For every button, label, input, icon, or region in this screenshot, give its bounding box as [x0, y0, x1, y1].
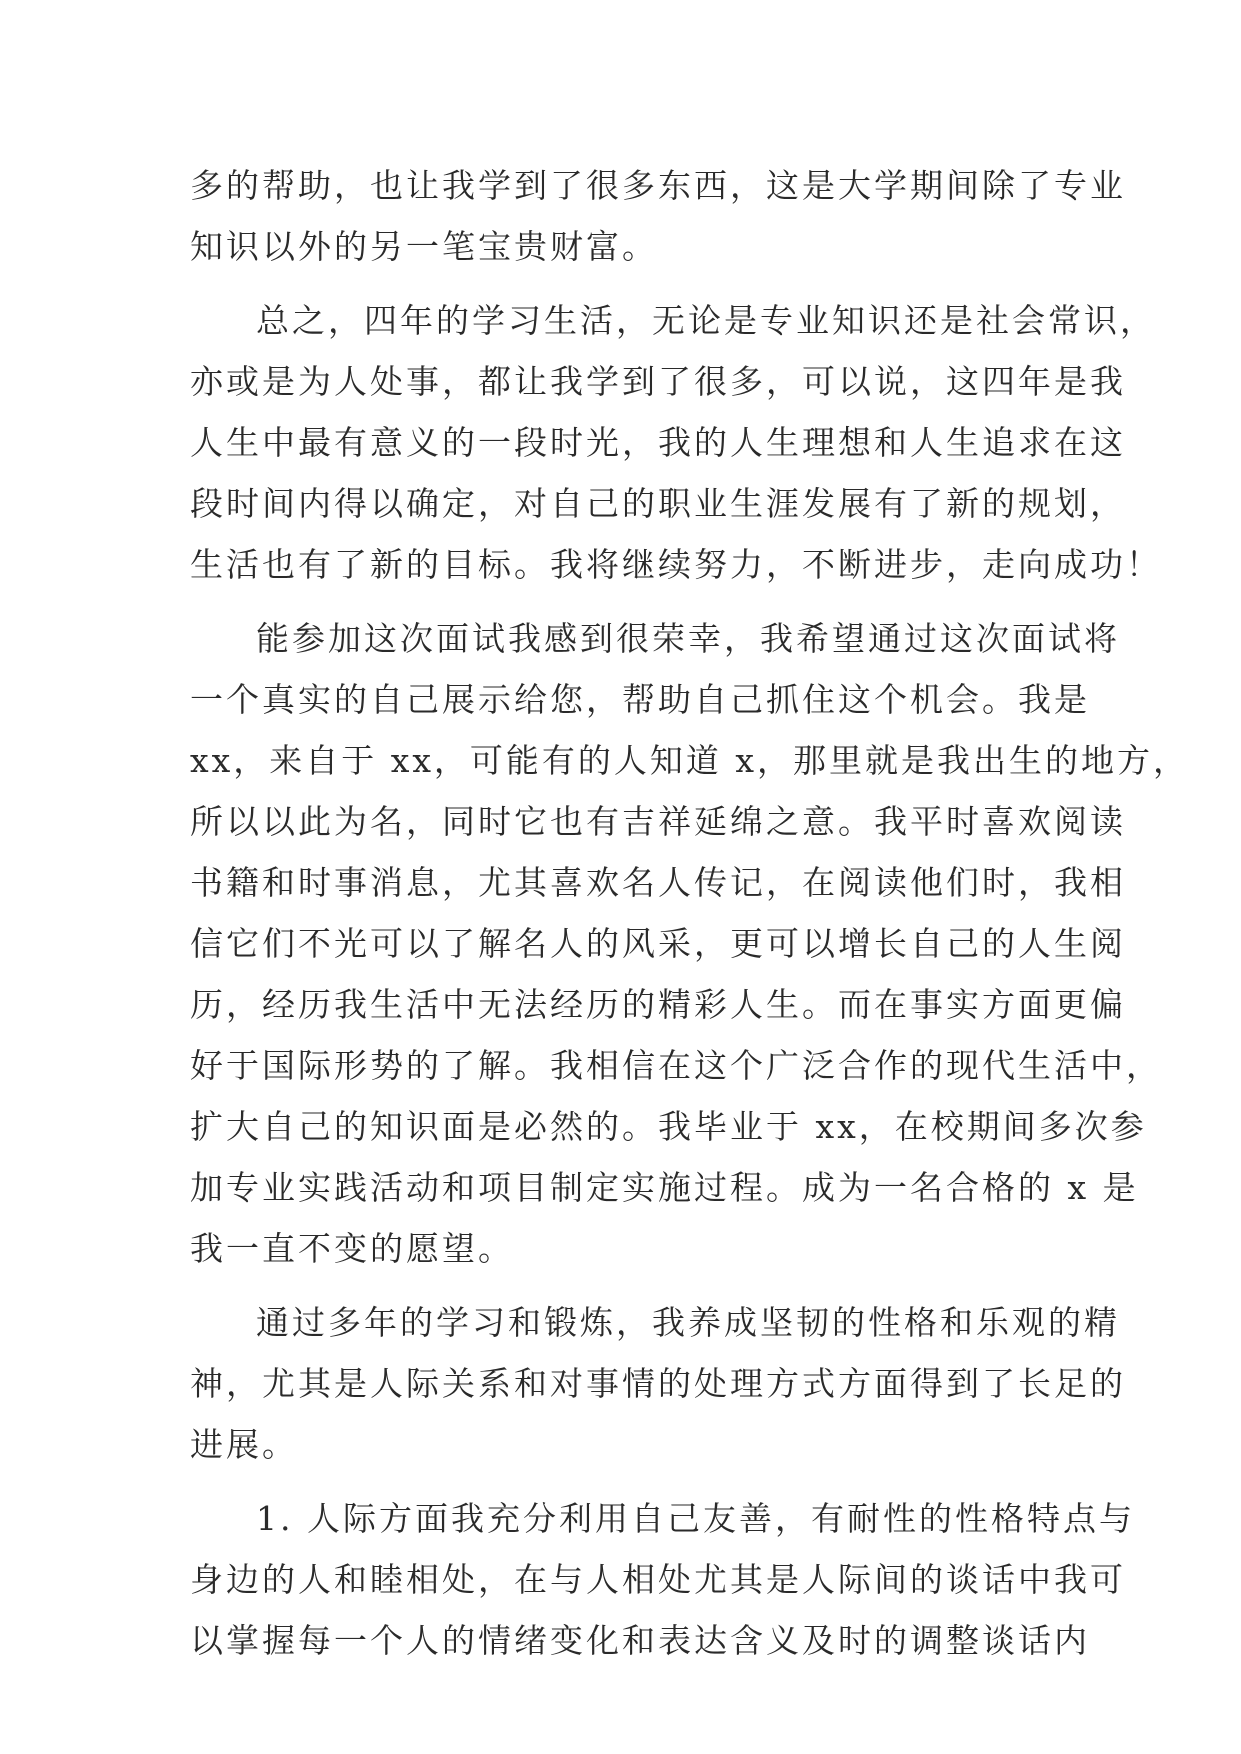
paragraph	[190, 155, 1126, 277]
text-line: 人生中最有意义的一段时光，我的人生理想和人生追求在这	[190, 423, 1126, 462]
text-line: 知识以外的另一笔宝贵财富。	[190, 227, 658, 266]
text-line: 进展。	[190, 1425, 298, 1464]
text-line: 神，尤其是人际关系和对事情的处理方式方面得到了长足的	[190, 1364, 1126, 1403]
text-line: 通过多年的学习和锻炼，我养成坚韧的性格和乐观的精	[256, 1303, 1120, 1342]
document-body	[190, 155, 1190, 1671]
paragraph	[190, 290, 1162, 595]
text-line: 能参加这次面试我感到很荣幸，我希望通过这次面试将	[256, 619, 1120, 658]
text-line: 多的帮助，也让我学到了很多东西，这是大学期间除了专业	[190, 166, 1126, 205]
text-line: 身边的人和睦相处，在与人相处尤其是人际间的谈话中我可	[190, 1560, 1126, 1599]
text-line: 1. 人际方面我充分利用自己友善，有耐性的性格特点与	[256, 1499, 1135, 1538]
text-line: 段时间内得以确定，对自己的职业生涯发展有了新的规划，	[190, 484, 1126, 523]
text-line: 总之，四年的学习生活，无论是专业知识还是社会常识，	[256, 301, 1156, 340]
text-line: 亦或是为人处事，都让我学到了很多，可以说，这四年是我	[190, 362, 1126, 401]
text-line: 书籍和时事消息，尤其喜欢名人传记，在阅读他们时，我相	[190, 863, 1126, 902]
text-line: 一个真实的自己展示给您，帮助自己抓住这个机会。我是	[190, 680, 1090, 719]
text-line: xx，来自于 xx，可能有的人知道 x，那里就是我出生的地方，	[190, 741, 1190, 780]
text-line: 历，经历我生活中无法经历的精彩人生。而在事实方面更偏	[190, 985, 1126, 1024]
paragraph	[190, 1292, 1126, 1475]
text-line: 扩大自己的知识面是必然的。我毕业于 xx，在校期间多次参	[190, 1107, 1147, 1146]
text-line: 生活也有了新的目标。我将继续努力，不断进步，走向成功！	[190, 545, 1162, 584]
text-line: 信它们不光可以了解名人的风采，更可以增长自己的人生阅	[190, 924, 1126, 963]
paragraph	[190, 608, 1190, 1279]
text-line: 好于国际形势的了解。我相信在这个广泛合作的现代生活中，	[190, 1046, 1162, 1085]
text-line: 以掌握每一个人的情绪变化和表达含义及时的调整谈话内	[190, 1621, 1090, 1660]
text-line: 加专业实践活动和项目制定实施过程。成为一名合格的 x 是	[190, 1168, 1139, 1207]
text-line: 所以以此为名，同时它也有吉祥延绵之意。我平时喜欢阅读	[190, 802, 1126, 841]
text-line: 我一直不变的愿望。	[190, 1229, 514, 1268]
paragraph	[190, 1488, 1135, 1671]
